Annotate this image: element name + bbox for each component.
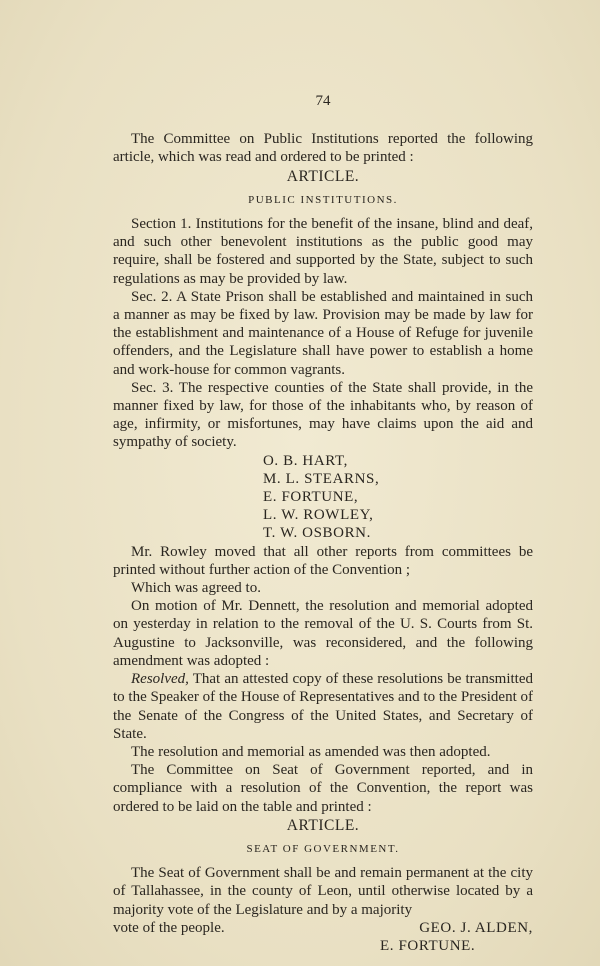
proceedings-paragraph: Which was agreed to. bbox=[131, 580, 261, 597]
section-1: Section 1. Institutions for the benefit of the insane, blind and deaf, and such other benevolent institutions as the public good may require, shall be fostered and supported by the State, subject to such regulations as may be provided by law. bbox=[113, 216, 533, 287]
resolved-label: Resolved, bbox=[131, 671, 189, 688]
article-subheading: PUBLIC INSTITUTIONS. bbox=[248, 193, 398, 206]
article-heading: ARTICLE. bbox=[286, 167, 360, 185]
final-signature-line bbox=[113, 919, 533, 937]
proceedings-paragraph: Mr. Rowley moved that all other reports from committees be printed without further action of the Convention ; bbox=[113, 543, 533, 578]
signature: GEO. J. ALDEN, bbox=[419, 919, 533, 936]
signature: O. B. HART, bbox=[263, 452, 349, 469]
resolution-paragraph bbox=[113, 670, 533, 743]
signature: E. FORTUNE. bbox=[380, 937, 476, 954]
proceedings-paragraph: The resolution and memorial as amended was then adopted. bbox=[131, 743, 491, 760]
signature: T. W. OSBORN. bbox=[263, 525, 371, 542]
intro-paragraph: The Committee on Public Institutions reported the following article, which was read and ordered to be printed : bbox=[113, 131, 533, 166]
proceedings-paragraph: On motion of Mr. Dennett, the resolution and memorial adopted on yesterday in relation to the removal of the U. S. Courts from St. Augustine to Jacksonville, was reconsidered, and the following amendment was adopted : bbox=[113, 598, 533, 669]
signature: L. W. ROWLEY, bbox=[263, 507, 374, 524]
resolution-text: That an attested copy of these resolutions be transmitted to the Speaker of the House of Representatives and to the President of the Senate of the Congress of the United States, and Secretary of State. bbox=[113, 671, 533, 742]
signature-block bbox=[113, 452, 533, 543]
article-heading: ARTICLE. bbox=[286, 816, 360, 834]
article-subheading: SEAT OF GOVERNMENT. bbox=[246, 842, 400, 855]
signature: M. L. STEARNS, bbox=[263, 470, 380, 487]
page-number: 74 bbox=[315, 93, 331, 109]
signature: E. FORTUNE, bbox=[263, 489, 359, 506]
proceedings-paragraph: The Committee on Seat of Government reported, and in compliance with a resolution of the Convention, the report was ordered to be laid on the table and printed : bbox=[113, 762, 533, 815]
section-3: Sec. 3. The respective counties of the State shall provide, in the manner fixed by law, for those of the inhabitants who, by reason of age, infirmity, or misfortunes, may have claims upon the aid and sympathy of society. bbox=[113, 379, 533, 451]
seat-of-government-paragraph: The Seat of Government shall be and remain permanent at the city of Tallahassee, in the county of Leon, until otherwise located by a majority vote of the Legislature and by a majority bbox=[113, 865, 533, 918]
paragraph-end: vote of the people. bbox=[113, 919, 225, 936]
section-2: Sec. 2. A State Prison shall be established and maintained in such a manner as may be fixed by law. Provision may be made by law for the establishment and maintenance of a House of Refuge for juvenile offenders, and the Legislature shall have power to establish a home and work-house for common vagrants. bbox=[113, 288, 533, 378]
page-content bbox=[113, 92, 533, 955]
